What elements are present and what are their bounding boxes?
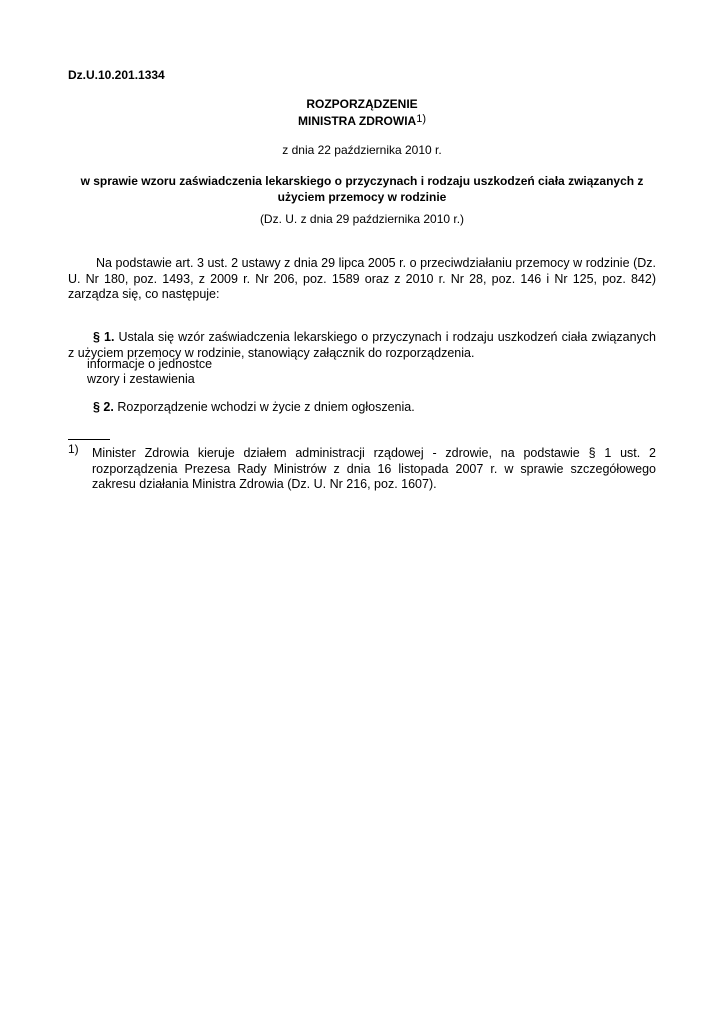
section-2 xyxy=(68,400,656,416)
issuer-title xyxy=(68,114,656,129)
footnote-mark: 1) xyxy=(68,442,79,456)
legal-basis-paragraph: Na podstawie art. 3 ust. 2 ustawy z dnia 29 lipca 2005 r. o przeciwdziałaniu przemocy w rodzinie (Dz. U. Nr 180, poz. 1493, z 2009 r. Nr 206, poz. 1589 oraz z 2010 r. Nr 28, poz. 146 i Nr 125, poz. 842) zarządza się, co następuje: xyxy=(68,256,656,301)
link-unit-info[interactable]: informacje o jednostce xyxy=(87,357,213,371)
footnote-text: Minister Zdrowia kieruje działem administracji rządowej - zdrowie, na podstawie § 1 ust. 2 rozporządzenia Prezesa Rady Ministrów z dnia 16 listopada 2007 r. w sprawie szczegółowego zakresu działania Ministra Zdrowia (Dz. U. Nr 216, poz. 1607). xyxy=(92,446,656,491)
document-id: Dz.U.10.201.1334 xyxy=(68,68,165,82)
footnote-separator xyxy=(68,439,110,440)
section-1-text: Ustala się wzór zaświadczenia lekarskiego o przyczynach i rodzaju uszkodzeń ciała związanych z użyciem przemocy w rodzinie, stanowiący załącznik do rozporządzenia. xyxy=(68,330,656,360)
section-2-label: § 2. xyxy=(93,400,114,414)
regulation-subject: w sprawie wzoru zaświadczenia lekarskiego o przyczynach i rodzaju uszkodzeń ciała związanych z użyciem przemocy w rodzinie xyxy=(80,174,644,204)
issuer-name: MINISTRA ZDROWIA xyxy=(298,114,417,128)
section-1-label: § 1. xyxy=(93,330,115,344)
document-page xyxy=(68,0,656,1024)
publication-reference: (Dz. U. z dnia 29 października 2010 r.) xyxy=(259,212,465,226)
title-footnote-ref[interactable]: 1) xyxy=(416,113,426,125)
issue-date: z dnia 22 października 2010 r. xyxy=(282,143,442,157)
section-2-text: Rozporządzenie wchodzi w życie z dniem ogłoszenia. xyxy=(117,400,415,414)
document-title: ROZPORZĄDZENIE xyxy=(306,97,418,111)
link-templates[interactable]: wzory i zestawienia xyxy=(87,372,195,386)
